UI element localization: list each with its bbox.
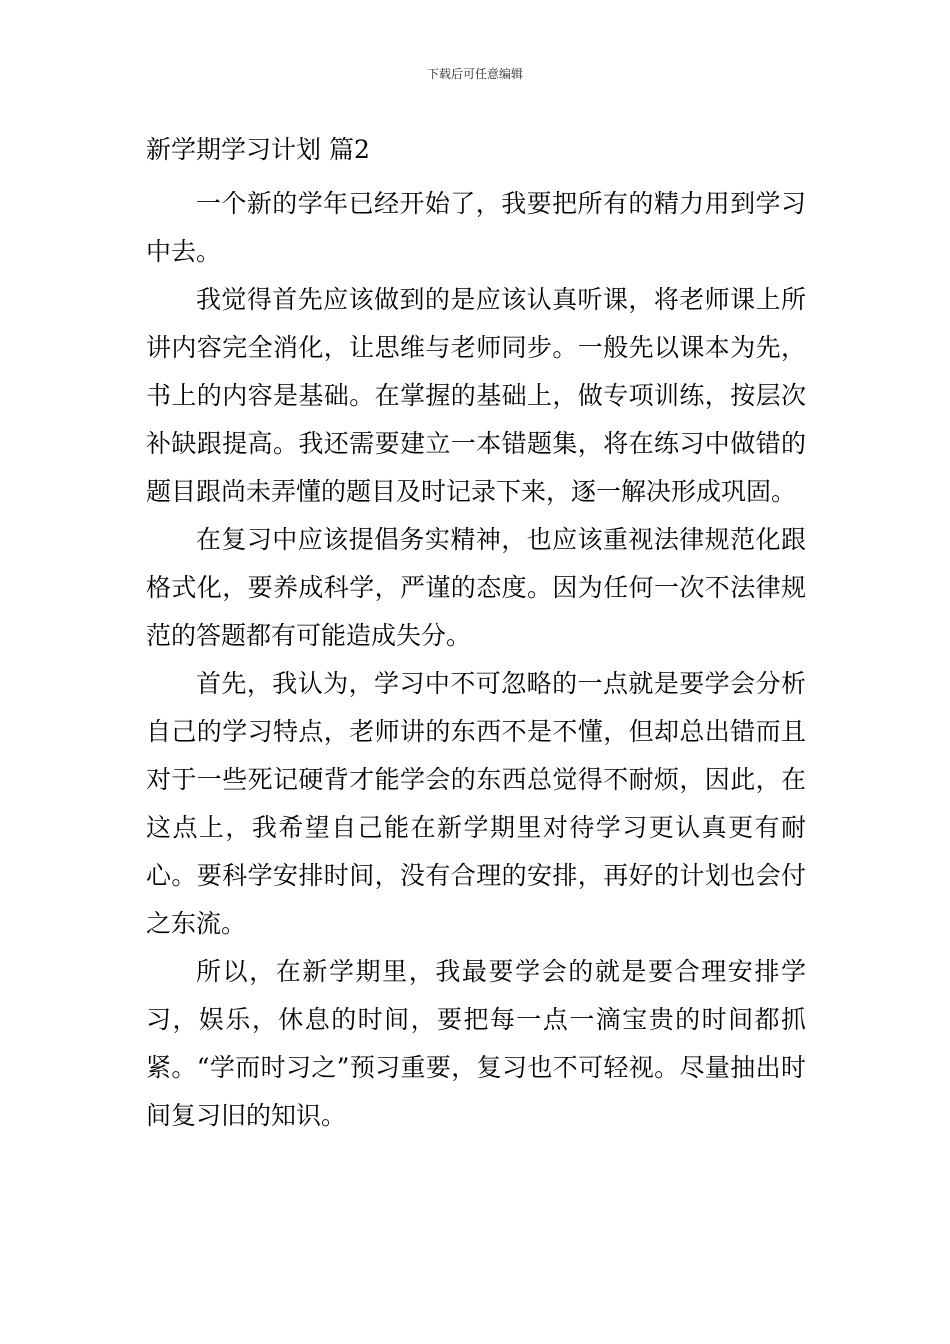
header-note: 下载后可任意编辑	[426, 67, 523, 81]
paragraph-4: 首先，我认为，学习中不可忽略的一点就是要学会分析自己的学习特点，老师讲的东西不是不懂，但却总出错而且对于一些死记硬背才能学会的东西总觉得不耐烦，因此，在这点上，我希望自己能在新学期里对待学习更认真更有耐心。要科学安排时间，没有合理的安排，再好的计划也会付之东流。	[146, 669, 806, 938]
paragraph-2: 我觉得首先应该做到的是应该认真听课，将老师课上所讲内容完全消化，让思维与老师同步。一般先以课本为先，书上的内容是基础。在掌握的基础上，做专项训练，按层次补缺跟提高。我还需要建立一本错题集，将在练习中做错的题目跟尚未弄懂的题目及时记录下来，逐一解决形成巩固。	[146, 285, 806, 506]
paragraph-1: 一个新的学年已经开始了，我要把所有的精力用到学习中去。	[146, 189, 806, 266]
document-title: 新学期学习计划 篇2	[146, 135, 370, 164]
paragraph-3: 在复习中应该提倡务实精神，也应该重视法律规范化跟格式化，要养成科学，严谨的态度。因为任何一次不法律规范的答题都有可能造成失分。	[146, 525, 806, 650]
paragraph-5: 所以，在新学期里，我最要学会的就是要合理安排学习，娱乐，休息的时间，要把每一点一滴宝贵的时间都抓紧。“学而时习之”预习重要，复习也不可轻视。尽量抽出时间复习旧的知识。	[146, 957, 806, 1130]
document-body	[146, 180, 806, 1140]
